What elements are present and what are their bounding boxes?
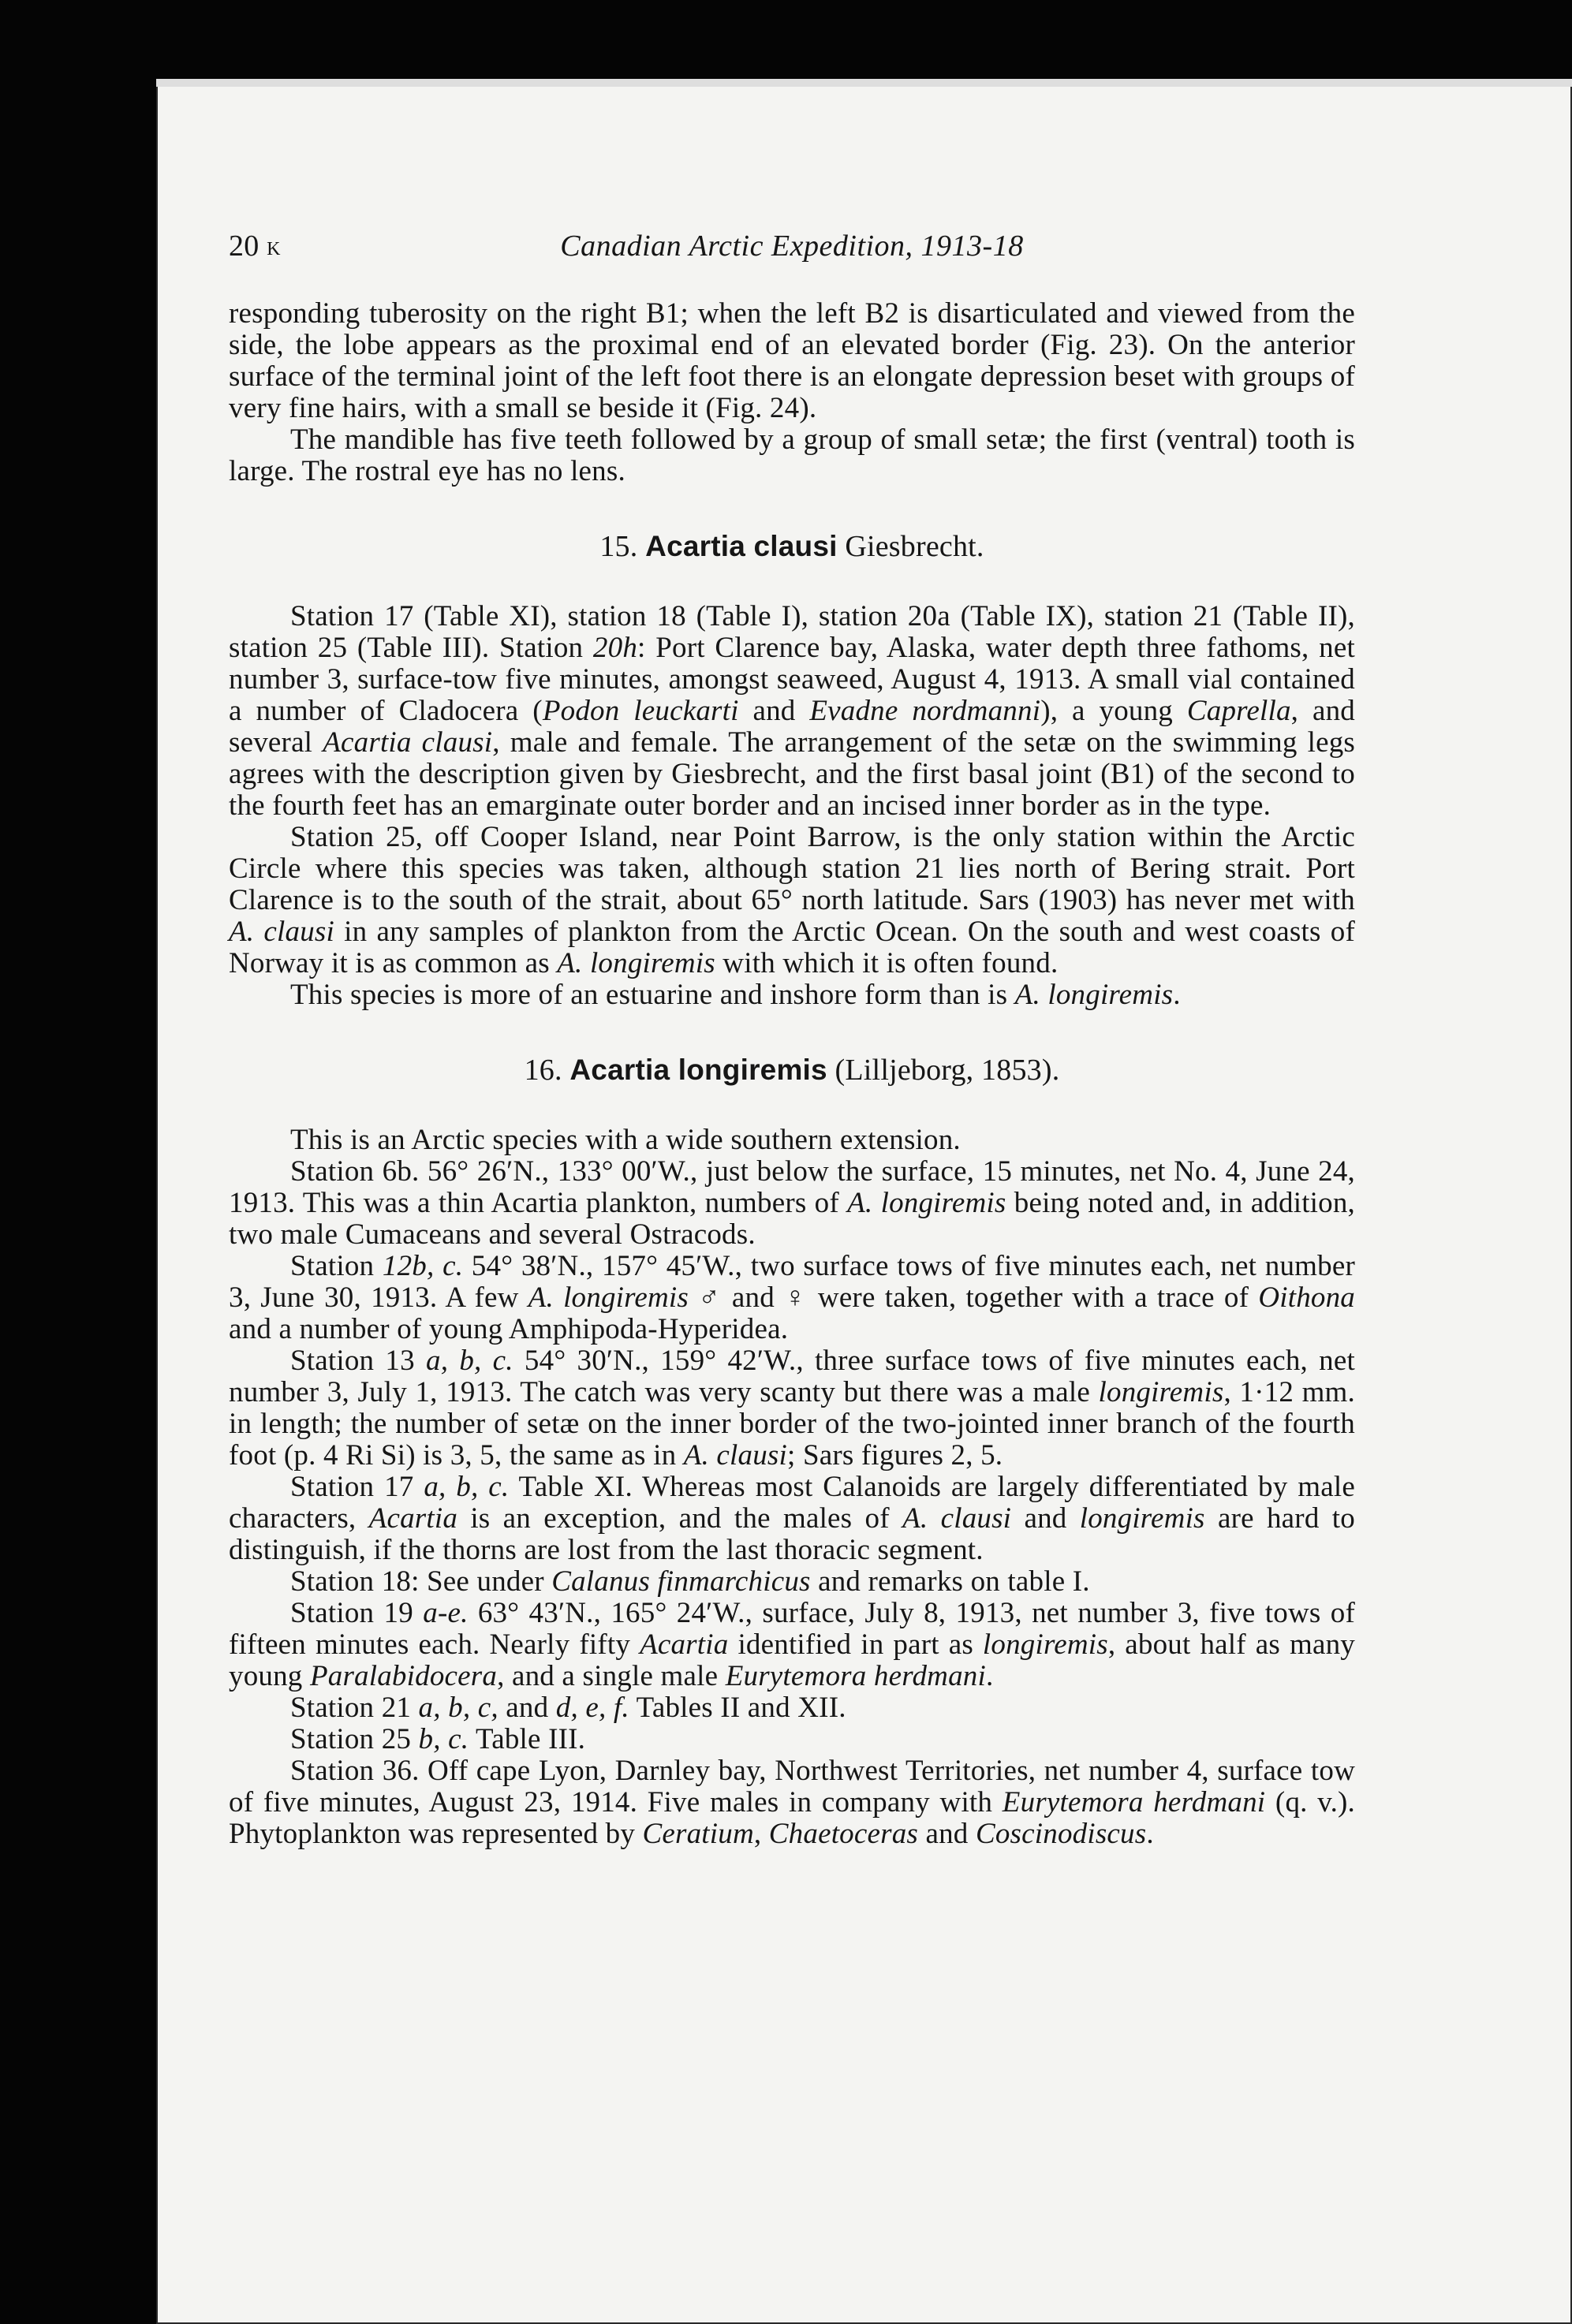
text-run: is an exception, and the males of — [457, 1502, 903, 1535]
page-top-edge — [156, 79, 1572, 87]
taxon-name: A. longiremis — [847, 1187, 1006, 1219]
text-run: 63° 43′N., 165° 24′W., surface, July 8, 1913, net number 3, five tows of fifteen minutes each. Nearly fifty — [229, 1597, 1355, 1661]
taxon-name: Caprella — [1186, 695, 1291, 727]
text-run: , — [753, 1818, 769, 1850]
text-run: ), a young — [1040, 695, 1187, 727]
text-run: (q. v.). Phytoplankton was represented by — [229, 1786, 1355, 1850]
text-run: Station 19 — [290, 1597, 424, 1629]
station-label: d, e, f. — [555, 1692, 629, 1724]
text-run: and — [1011, 1502, 1080, 1535]
station-21-paragraph — [229, 1692, 1355, 1724]
acartia-clausi-paragraph-2 — [229, 822, 1355, 979]
text-run: Station 18: See under — [290, 1565, 552, 1598]
text-run: are hard to distinguish, if the thorns are lost from the last thoracic segment. — [229, 1502, 1355, 1566]
section-species-name: Acartia clausi — [645, 530, 838, 562]
taxon-name: longiremis — [1079, 1502, 1205, 1535]
text-run: Station 25, off Cooper Island, near Point Barrow, is the only station within the Arctic Circle where this species was taken, although station 21 lies north of Bering strait. Port Clarence is to the south of the strait, about 65° north latitude. Sars (1903) has never met with — [229, 821, 1355, 916]
page-content — [229, 230, 1355, 1850]
text-run: with which it is often found. — [715, 947, 1059, 979]
text-run: ; Sars figures 2, 5. — [787, 1439, 1003, 1472]
text-run: Station 25 — [290, 1723, 419, 1755]
station-6b-paragraph — [229, 1156, 1355, 1251]
taxon-name: longiremis — [982, 1628, 1108, 1661]
text-run: : Port Clarence bay, Alaska, water depth three fathoms, net number 3, surface-tow five minutes, amongst seaweed, August 4, 1913. A small vial contained a number of Cladocera ( — [229, 632, 1355, 727]
text-run: Tables II and XII. — [629, 1692, 846, 1724]
page-number-suffix: K — [267, 239, 281, 259]
section-number: 16. — [524, 1054, 562, 1087]
taxon-name: Chaetoceras — [768, 1818, 919, 1850]
taxon-name: Acartia — [640, 1628, 729, 1661]
running-title: Canadian Arctic Expedition, 1913-18 — [560, 229, 1024, 263]
text-run: Station 36. Off cape Lyon, Darnley bay, Northwest Territories, net number 4, surface tow of five minutes, August 23, 1914. Five males in company with — [229, 1755, 1355, 1819]
text-run: Station 13 — [290, 1345, 426, 1377]
text-run: . — [1146, 1818, 1154, 1850]
intro-paragraph-2: The mandible has five teeth followed by a group of small setæ; the first (ventral) tooth is large. The rostral eye has no lens. — [229, 423, 1355, 487]
taxon-name: Podon leuckarti — [542, 695, 739, 727]
section-number: 15. — [599, 530, 638, 563]
taxon-name: Eurytemora herdmani — [1002, 1786, 1266, 1819]
station-label: b, c. — [418, 1723, 469, 1755]
taxon-name: A. longiremis — [528, 1281, 689, 1314]
taxon-name: A. clausi — [683, 1439, 788, 1472]
text-run: . — [985, 1660, 994, 1692]
text-run: , and several — [229, 695, 1356, 759]
text-run: identified in part as — [728, 1628, 983, 1661]
text-run: and — [498, 1692, 556, 1724]
text-run: Table XI. Whereas most Calanoids are largely differentiated by male characters, — [229, 1471, 1355, 1535]
text-run: Station 17 (Table XI), station 18 (Table I), station 20a (Table IX), station 21 (Table II), station 25 (Table III). Station — [229, 600, 1355, 664]
station-label: 12b, c. — [382, 1250, 464, 1282]
station-12-paragraph — [229, 1251, 1355, 1345]
text-run: and — [918, 1818, 976, 1850]
section-species-name: Acartia longiremis — [569, 1054, 827, 1086]
text-run: ♂ and ♀ were taken, together with a trace of — [688, 1281, 1259, 1314]
taxon-name: A. clausi — [229, 916, 335, 948]
station-label: a, b, c. — [426, 1345, 513, 1377]
station-17-paragraph — [229, 1472, 1355, 1566]
station-label: a-e. — [423, 1597, 469, 1629]
text-run: Table III. — [469, 1723, 586, 1755]
text-run: , male and female. The arrangement of the setæ on the swimming legs agrees with the description given by Giesbrecht, and the first basal joint (B1) of the second to the fourth feet has an emarginate outer border and an incised inner border as in the type. — [229, 726, 1356, 822]
taxon-name: Acartia clausi — [323, 726, 493, 759]
taxon-name: A. longiremis — [1014, 979, 1174, 1011]
station-19-paragraph — [229, 1598, 1355, 1692]
text-run: Station 17 — [290, 1471, 424, 1503]
taxon-name: A. clausi — [902, 1502, 1012, 1535]
acartia-clausi-paragraph-3 — [229, 979, 1355, 1011]
text-run: , about half as many young — [229, 1628, 1356, 1692]
text-run: being noted and, in addition, two male Cumaceans and several Ostracods. — [229, 1187, 1356, 1251]
station-36-paragraph — [229, 1755, 1355, 1850]
taxon-name: Calanus finmarchicus — [551, 1565, 811, 1598]
station-25-paragraph — [229, 1724, 1355, 1755]
text-run: Station 6b. 56° 26′N., 133° 00′W., just below the surface, 15 minutes, net No. 4, June 24, 1913. This was a thin Acartia plankton, numbers of — [229, 1155, 1355, 1219]
text-run: This species is more of an estuarine and inshore form than is — [290, 979, 1015, 1011]
text-run: , and a single male — [497, 1660, 726, 1692]
intro-paragraph-1: responding tuberosity on the right B1; when the left B2 is disarticulated and viewed from the side, the lobe appears as the proximal end of an elevated border (Fig. 23). On the anterior surface of the terminal joint of the left foot there is an elongate depression beset with groups of very fine hairs, with a small se beside it (Fig. 24). — [229, 297, 1355, 424]
text-run: Station 21 — [290, 1692, 419, 1724]
text-run: and remarks on table I. — [810, 1565, 1090, 1598]
taxon-name: Evadne nordmanni — [809, 695, 1041, 727]
taxon-name: longiremis — [1098, 1376, 1224, 1408]
text-run: Station — [290, 1250, 383, 1282]
page-number-value: 20 — [229, 229, 260, 263]
text-run: 54° 30′N., 159° 42′W., three surface tows of five minutes each, net number 3, July 1, 1913. The catch was very scanty but there was a male — [229, 1345, 1355, 1408]
text-run: and — [738, 695, 810, 727]
station-label: a, b, c. — [424, 1471, 510, 1503]
running-header — [229, 230, 1355, 271]
acartia-clausi-paragraph-1 — [229, 601, 1355, 822]
station-label: 20h — [592, 632, 638, 664]
section-heading-acartia-longiremis — [229, 1052, 1355, 1088]
station-13-paragraph — [229, 1345, 1355, 1472]
taxon-name: Acartia — [368, 1502, 458, 1535]
taxon-name: A. longiremis — [557, 947, 715, 979]
text-run: , 1·12 mm. in length; the number of setæ on the inner border of the two-jointed inner branch of the fourth foot (p. 4 Ri Si) is 3, 5, the same as in — [229, 1376, 1355, 1472]
taxon-name: Ceratium — [642, 1818, 754, 1850]
section-authority: Giesbrecht. — [845, 530, 984, 563]
taxon-name: Paralabidocera — [309, 1660, 498, 1692]
acartia-longiremis-paragraph-1: This is an Arctic species with a wide southern extension. — [290, 1124, 961, 1156]
section-authority: (Lilljeborg, 1853). — [835, 1054, 1060, 1087]
taxon-name: Eurytemora herdmani — [725, 1660, 986, 1692]
taxon-name: Coscinodiscus — [975, 1818, 1147, 1850]
section-heading-acartia-clausi — [229, 528, 1355, 565]
station-label: a, b, c, — [418, 1692, 498, 1724]
text-run: . — [1173, 979, 1181, 1011]
station-18-paragraph — [229, 1566, 1355, 1598]
text-run: 54° 38′N., 157° 45′W., two surface tows of five minutes each, net number 3, June 30, 1913. A few — [229, 1250, 1355, 1314]
text-run: in any samples of plankton from the Arctic Ocean. On the south and west coasts of Norway it is as common as — [229, 916, 1355, 979]
text-run: and a number of young Amphipoda-Hyperidea. — [229, 1313, 789, 1345]
taxon-name: Oithona — [1258, 1281, 1355, 1314]
